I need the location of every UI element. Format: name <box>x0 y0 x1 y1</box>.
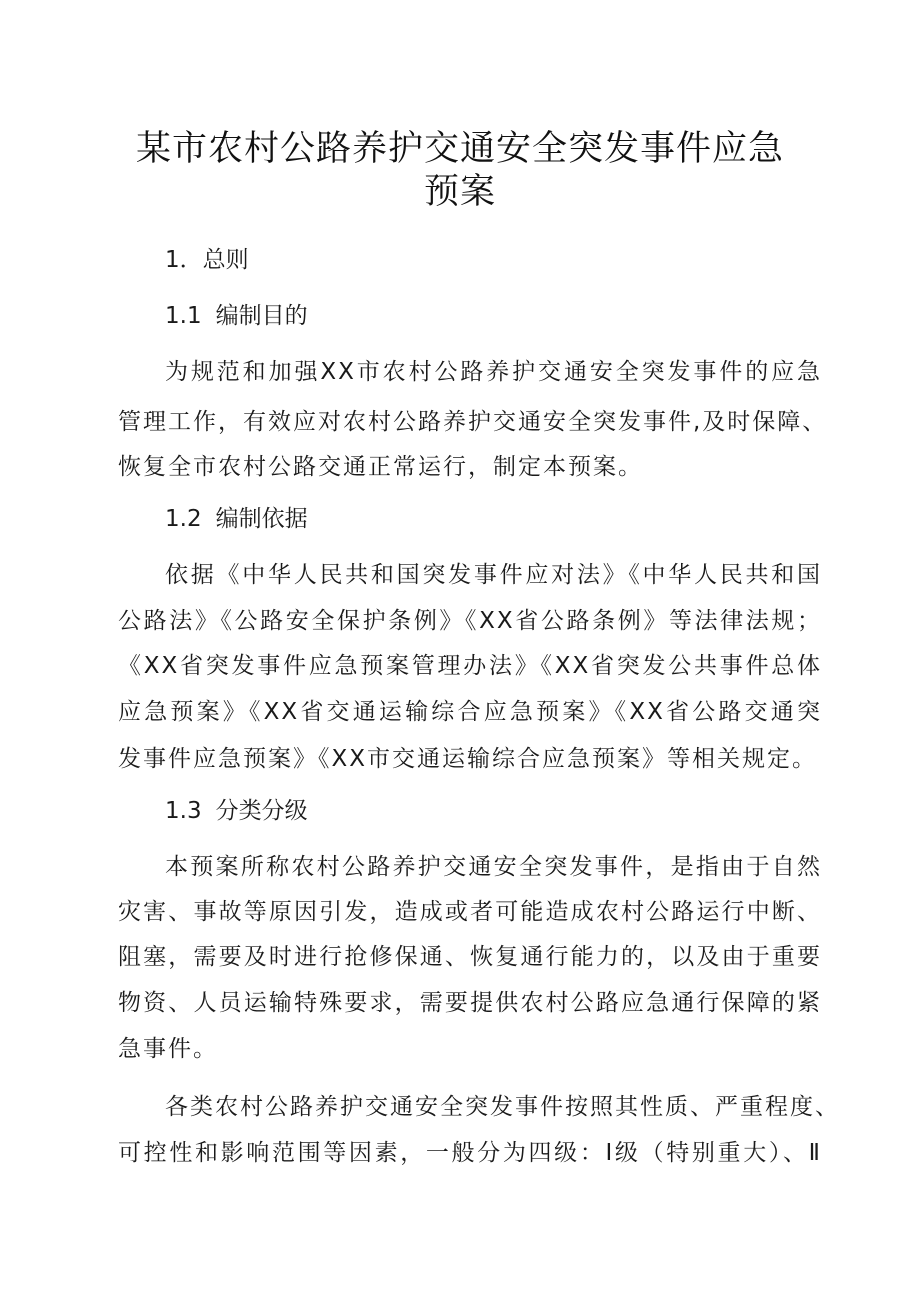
paragraph-line: 物资、人员运输特殊要求，需要提供农村公路应急通行保障的紧 <box>118 990 822 1016</box>
paragraph-line: 发事件应急预案》《XX市交通运输综合应急预案》等相关规定。 <box>118 746 818 772</box>
section-heading-1-2 <box>165 503 308 535</box>
paragraph-line: 阻塞，需要及时进行抢修保通、恢复通行能力的，以及由于重要 <box>118 944 822 970</box>
paragraph-line: 管理工作，有效应对农村公路养护交通安全突发事件,及时保障、 <box>118 409 828 435</box>
section-number: 1.1 <box>165 303 202 329</box>
section-heading-1-text: 1．总则 <box>165 247 249 273</box>
section-label: 编制依据 <box>215 506 308 532</box>
paragraph-line: 为规范和加强XX市农村公路养护交通安全突发事件的应急 <box>165 359 822 385</box>
paragraph-line: 《XX省突发事件应急预案管理办法》《XX省突发公共事件总体 <box>118 653 822 679</box>
paragraph-line: 本预案所称农村公路养护交通安全突发事件，是指由于自然 <box>165 854 822 880</box>
paragraph-line: 急事件。 <box>118 1036 218 1062</box>
paragraph-line: 应急预案》《XX省交通运输综合应急预案》《XX省公路交通突 <box>118 699 822 725</box>
paragraph-line: 可控性和影响范围等因素，一般分为四级：Ⅰ级（特别重大）、Ⅱ <box>118 1140 822 1166</box>
section-heading-1 <box>165 244 249 276</box>
section-label: 编制目的 <box>215 303 308 329</box>
paragraph-line: 依据《中华人民共和国突发事件应对法》《中华人民共和国 <box>165 562 822 588</box>
document-title-line-1: 某市农村公路养护交通安全突发事件应急 <box>135 129 784 169</box>
section-heading-1-1 <box>165 300 308 332</box>
section-number: 1.3 <box>165 798 202 824</box>
document-title-line-2: 预案 <box>423 172 496 212</box>
paragraph-line: 各类农村公路养护交通安全突发事件按照其性质、严重程度、 <box>165 1094 840 1120</box>
paragraph-line: 恢复全市农村公路交通正常运行，制定本预案。 <box>118 454 643 480</box>
section-heading-1-3 <box>165 795 308 827</box>
paragraph-line: 灾害、事故等原因引发，造成或者可能造成农村公路运行中断、 <box>118 899 822 925</box>
section-number: 1.2 <box>165 506 202 532</box>
section-label: 分类分级 <box>215 798 308 824</box>
paragraph-line: 公路法》《公路安全保护条例》《XX省公路条例》等法律法规； <box>118 608 822 634</box>
